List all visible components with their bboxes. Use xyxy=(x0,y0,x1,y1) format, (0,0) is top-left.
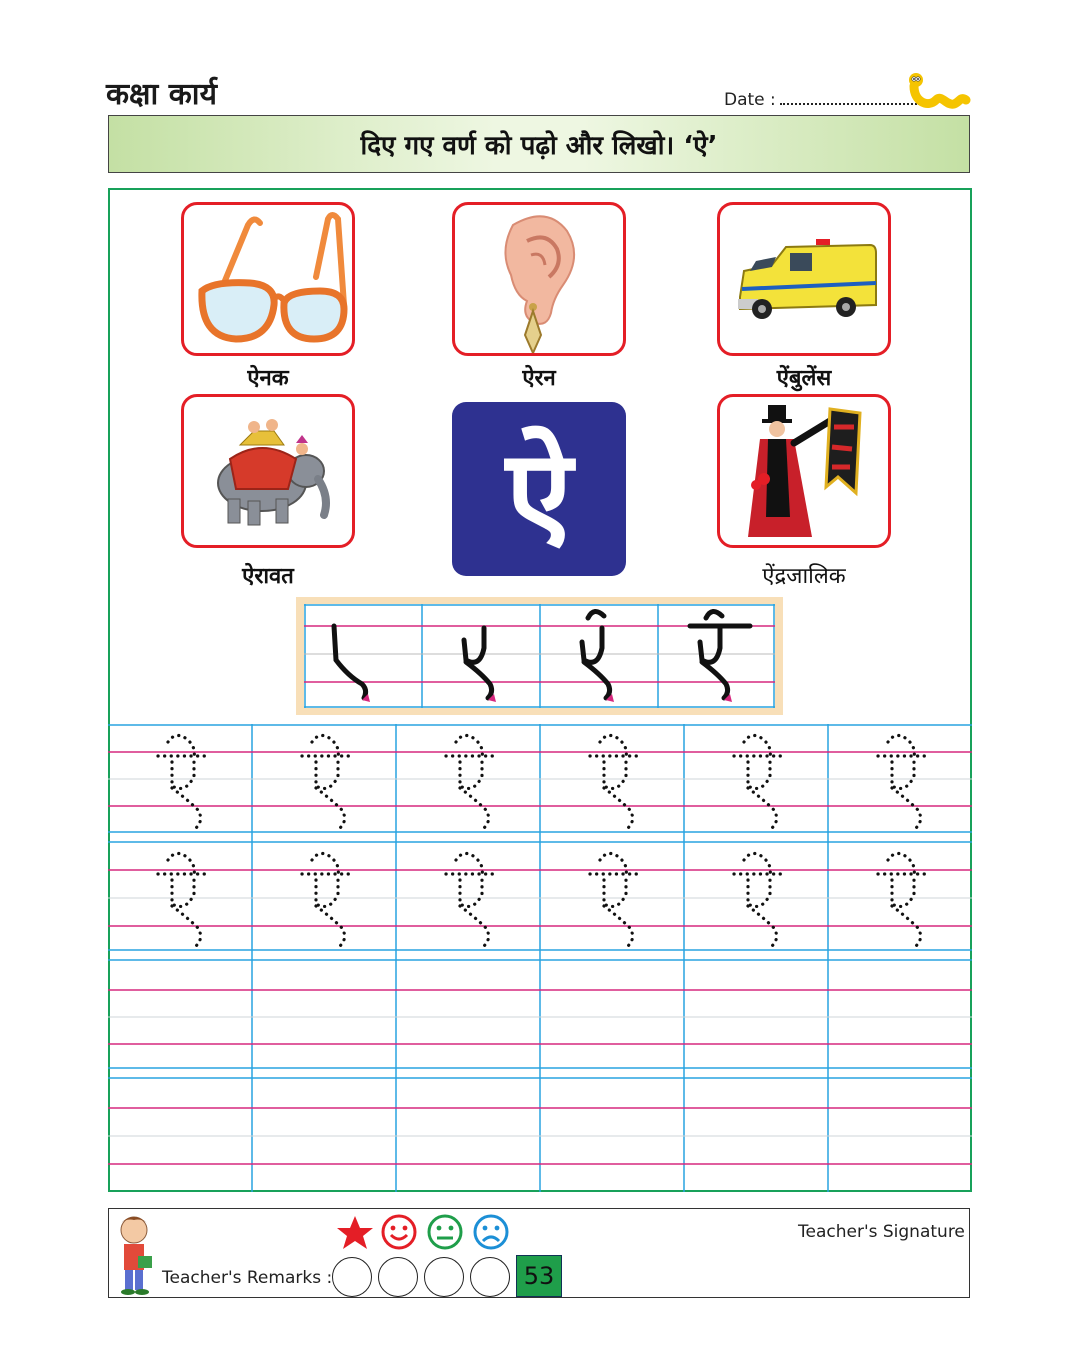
earring-icon xyxy=(455,205,623,353)
spectacles-icon xyxy=(184,205,352,353)
page-number: 53 xyxy=(516,1255,562,1297)
featured-letter: ऐ xyxy=(452,402,626,576)
picture-label-earring: ऐरन xyxy=(522,366,556,391)
trace-row xyxy=(158,853,928,946)
picture-card-elephant xyxy=(181,394,355,548)
picture-card-ambulance xyxy=(717,202,891,356)
picture-label-magician: ऐंद्रजालिक xyxy=(762,564,846,589)
tracing-grid xyxy=(108,724,972,1192)
boy-icon xyxy=(112,1212,156,1296)
page-title: कक्षा कार्य xyxy=(106,77,217,112)
happy-face-icon xyxy=(380,1213,418,1251)
picture-label-ambulance: ऐंबुलेंस xyxy=(776,366,832,391)
instruction-banner: दिए गए वर्ण को पढ़ो और लिखो। ‘ऐ’ xyxy=(108,115,970,173)
picture-card-magician xyxy=(717,394,891,548)
remark-circle-sad[interactable] xyxy=(470,1257,510,1297)
worm-icon xyxy=(908,72,972,112)
remark-circle-happy[interactable] xyxy=(378,1257,418,1297)
date-line xyxy=(780,103,920,105)
picture-card-earring xyxy=(452,202,626,356)
remarks-label: Teacher's Remarks : xyxy=(162,1268,333,1288)
star-icon xyxy=(334,1214,376,1252)
picture-label-spectacles: ऐनक xyxy=(247,366,289,391)
stroke-order-guide xyxy=(296,597,783,715)
remark-circle-star[interactable] xyxy=(332,1257,372,1297)
signature-label: Teacher's Signature xyxy=(798,1222,965,1242)
elephant-icon xyxy=(184,397,352,545)
remark-circle-neutral[interactable] xyxy=(424,1257,464,1297)
stroke-order-diagram xyxy=(304,604,775,708)
picture-label-elephant: ऐरावत xyxy=(242,564,294,589)
magician-icon xyxy=(720,397,888,545)
date-field xyxy=(724,90,920,110)
ambulance-icon xyxy=(720,205,888,353)
neutral-face-icon xyxy=(426,1213,464,1251)
date-label: Date : xyxy=(724,90,776,110)
picture-card-spectacles xyxy=(181,202,355,356)
sad-face-icon xyxy=(472,1213,510,1251)
trace-row xyxy=(158,735,928,828)
